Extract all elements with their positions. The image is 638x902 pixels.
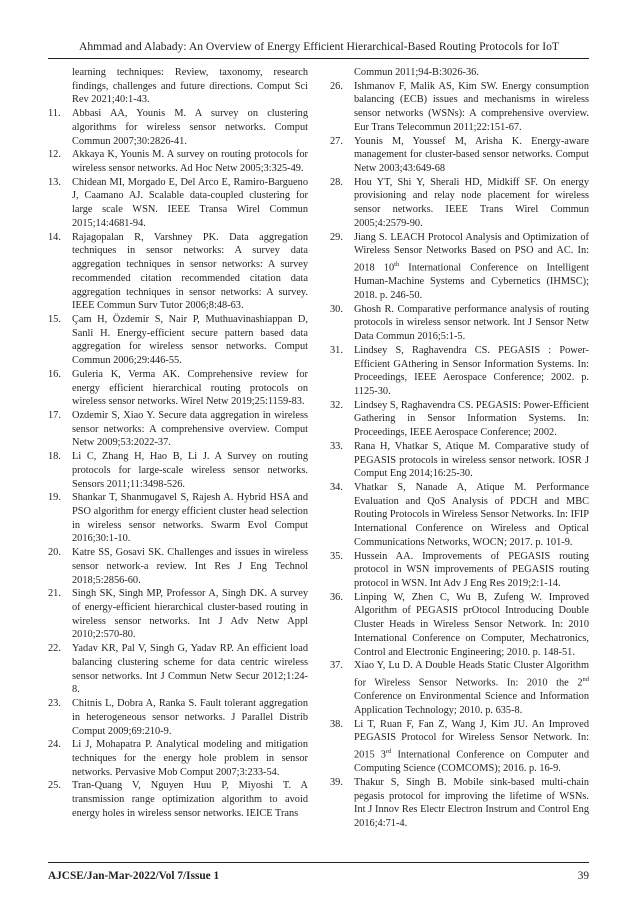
reference-entry: [330, 176, 589, 231]
reference-number: 39.: [330, 776, 343, 788]
reference-number: 26.: [330, 80, 343, 92]
reference-entry: [330, 80, 589, 135]
running-header: Ahmmad and Alabady: An Overview of Energy Efficient Hierarchical-Based Routing Protocols for IoT: [79, 40, 559, 53]
reference-text: Rana H, Vhatkar S, Atique M. Comparative study of PEGASIS protocols in wireless sensor network. IOSR J Comput Eng 2014;16:25-30.: [354, 440, 589, 480]
reference-number: 22.: [48, 643, 61, 655]
reference-entry: [48, 409, 308, 450]
reference-text: Thakur S, Singh B. Mobile sink-based multi-chain pegasis protocol for improving the lifetime of WSNs. Int J Innov Res Electr Electron Instrum and Control Eng 2016;4:71-4.: [354, 776, 589, 830]
reference-number: 24.: [48, 739, 61, 751]
footer-rule: [48, 862, 589, 863]
reference-number: 21.: [48, 588, 61, 600]
reference-number: 33.: [330, 440, 343, 452]
reference-list-left: [48, 107, 308, 820]
reference-list-right: [330, 80, 589, 831]
reference-number: 29.: [330, 231, 343, 243]
reference-entry: [330, 135, 589, 176]
reference-entry: [48, 779, 308, 820]
reference-entry: [48, 491, 308, 546]
reference-number: 23.: [48, 698, 61, 710]
reference-text-part: International Conference on Computer and Computing Science (COMCOMS); 2016. p. 16-9.: [354, 749, 589, 775]
header-rule: [48, 58, 589, 59]
reference-text: Chitnis L, Dobra A, Ranka S. Fault tolerant aggregation in heterogeneous sensor networks. J Parallel Distrib Comput 2009;69:210-9.: [72, 698, 308, 737]
reference-text-part: Li T, Ruan F, Fan Z, Wang J, Kim JU. An Improved PEGASIS Protocol for Wireless Sensor Network. In: 2015 3: [354, 718, 589, 761]
reference-entry: [48, 107, 308, 148]
reference-entry: [48, 587, 308, 642]
reference-text: Yadav KR, Pal V, Singh G, Yadav RP. An efficient load balancing clustering scheme for data centric wireless sensor networks. Int J Commun Netw Secur 2012;1:24-8.: [72, 643, 308, 696]
reference-entry: [48, 697, 308, 738]
reference-number: 38.: [330, 718, 343, 730]
reference-number: 25.: [48, 780, 61, 792]
reference-text: Lindsey S, Raghavendra CS. PEGASIS : Power-Efficient GAthering in Sensor Information Systems. In: Proceedings, IEEE Aerospace Conference; 2002. p. 1125-30.: [354, 344, 589, 397]
reference-text: Li J, Mohapatra P. Analytical modeling and mitigation techniques for the energy hole problem in sensor networks. Pervasive Mob Comput 2007;3:233-54.: [72, 739, 308, 778]
ordinal-superscript: nd: [582, 676, 589, 684]
right-column: [330, 66, 589, 831]
reference-text: Katre SS, Gosavi SK. Challenges and issues in wireless sensor network-a review. Int Res J Eng Technol 2018;5:2856-60.: [72, 547, 308, 586]
reference-text: Singh SK, Singh MP, Professor A, Singh DK. A survey of energy-efficient hierarchical cluster-based routing in wireless sensor networks. Int J Adv Netw Appl 2010;2:570-80.: [72, 588, 308, 641]
reference-number: 18.: [48, 451, 61, 463]
reference-text: Hussein AA. Improvements of PEGASIS routing protocol in WSN improvements of PEGASIS routing protocol in WSN. Int Adv J Eng Res 2019;2:1-14.: [354, 550, 589, 590]
reference-number: 27.: [330, 135, 343, 147]
ordinal-superscript: th: [394, 261, 400, 269]
reference-number: 20.: [48, 547, 61, 559]
reference-text: Ghosh R. Comparative performance analysis of routing protocols in wireless sensor network. Int J Sensor Netw Data Commun 2016;5:1-5.: [354, 303, 589, 343]
reference-text: Chidean MI, Morgado E, Del Arco E, Ramiro-Bargueno J, Caamano AJ. Scalable data-coupled clustering for large scale WSN. IEEE Transa Wirel Commun 2015;14:4681-94.: [72, 176, 308, 229]
reference-number: 35.: [330, 550, 343, 562]
reference-entry: [330, 591, 589, 660]
reference-entry: [330, 231, 589, 303]
reference-text: [354, 718, 589, 776]
reference-text-part: Jiang S. LEACH Protocol Analysis and Optimization of Wireless Sensor Networks Based on PSO and AC. In: 2018 10: [354, 231, 589, 274]
reference-text: Tran-Quang V, Nguyen Huu P, Miyoshi T. A transmission range optimization algorithm to avoid energy holes in wireless sensor networks. IEICE Trans: [72, 780, 308, 819]
reference-number: 37.: [330, 660, 343, 672]
reference-text: Li C, Zhang H, Hao B, Li J. A Survey on routing protocols for large-scale wireless sensor networks. Sensors 2011;11:3498-526.: [72, 451, 308, 490]
reference-text: Rajagopalan R, Varshney PK. Data aggregation techniques in sensor networks: A survey data aggregation techniques in sensor networks: A survey recommended citation recommended citation data aggregation techniques in sensor networks: A survey. IEEE Commun Surv Tutor 2006;8:48-63.: [72, 231, 308, 312]
reference-entry: [330, 440, 589, 481]
reference-text-part: International Conference on Intelligent Human-Machine Systems and Cybernetics (IHMSC); 2018. p. 246-50.: [354, 262, 589, 301]
reference-entry: [48, 231, 308, 313]
reference-text: Hou YT, Shi Y, Sherali HD, Midkiff SF. On energy provisioning and relay node placement for wireless sensor networks. IEEE Trans Wirel Commun 2005;4:2579-90.: [354, 176, 589, 229]
reference-entry: [330, 550, 589, 591]
reference-entry: [330, 481, 589, 550]
reference-number: 28.: [330, 176, 343, 188]
reference-text: Linping W, Zhen C, Wu B, Zufeng W. Improved Algorithm of PEGASIS prOtocol Introducing Double Cluster Heads in Wireless Sensor Network. In: 2010 International Conference on Computer, Mechatronics, Control and Electronic Engineering; 2010. p. 148-51.: [354, 591, 589, 658]
reference-text: Younis M, Youssef M, Arisha K. Energy-aware management for cluster-based sensor networks. Comput Netw 2003;43:649-68: [354, 135, 589, 175]
reference-text: Lindsey S, Raghavendra CS. PEGASIS: Power-Efficient Gathering in Sensor Information Systems. In: Proceedings, IEEE Aerospace Conference; 2002.: [354, 399, 589, 439]
reference-number: 17.: [48, 409, 61, 421]
reference-entry: [330, 399, 589, 440]
reference-number: 12.: [48, 149, 61, 161]
reference-number: 19.: [48, 492, 61, 504]
reference-text: [354, 231, 589, 303]
reference-entry: [330, 776, 589, 831]
reference-entry: [330, 303, 589, 344]
reference-text: Guleria K, Verma AK. Comprehensive review for energy efficient hierarchical routing protocols on wireless sensor networks. Wirel Netw 2019;25:1159-83.: [72, 368, 308, 408]
reference-entry: [48, 546, 308, 587]
journal-issue: AJCSE/Jan-Mar-2022/Vol 7/Issue 1: [48, 870, 220, 882]
reference-text-part: Conference on Environmental Science and Information Application Technology; 2010. p. 635-8.: [354, 691, 589, 716]
reference-entry: [48, 368, 308, 409]
reference-entry: [330, 659, 589, 717]
reference-entry: [330, 718, 589, 776]
reference-number: 14.: [48, 231, 61, 243]
left-column: [48, 66, 308, 821]
reference-text: Ishmanov F, Malik AS, Kim SW. Energy consumption balancing (ECB) issues and mechanisms in wireless sensor networks (WSNs): A comprehensive overview. Eur Trans Telecommun 2011;22:151-67.: [354, 80, 589, 133]
page-number: 39: [577, 870, 589, 882]
reference-entry: [48, 738, 308, 779]
reference-number: 15.: [48, 313, 61, 325]
reference-number: 31.: [330, 344, 343, 356]
reference-number: 13.: [48, 176, 61, 188]
reference-entry: [48, 313, 308, 368]
reference-entry: [48, 450, 308, 491]
reference-number: 11.: [48, 108, 61, 120]
reference-text: Vhatkar S, Nanade A, Atique M. Performance Evaluation and QoS Analysis of PDCH and MBC Routing Protocols in Wireless Sensor Networks. In: IFIP International Conference on Wireless and Optical Communications Networks, WOCN; 2017. p. 101-9.: [354, 482, 589, 548]
reference-entry: [48, 642, 308, 697]
reference-text: Çam H, Özdemir S, Nair P, Muthuavinashiappan D, Sanli H. Energy-efficient secure pattern based data aggregation for wireless sensor networks. Comput Commun 2006;29:446-55.: [72, 313, 308, 367]
reference-entry: [330, 344, 589, 399]
reference-text: Ozdemir S, Xiao Y. Secure data aggregation in wireless sensor networks: A comprehensive overview. Comput Netw 2009;53:2022-37.: [72, 409, 308, 449]
reference-text: Shankar T, Shanmugavel S, Rajesh A. Hybrid HSA and PSO algorithm for energy efficient cluster head selection in wireless sensor networks. Swarm Evol Comput 2016;30:1-10.: [72, 492, 308, 545]
reference-entry: [48, 148, 308, 175]
reference-number: 16.: [48, 368, 61, 380]
reference-text: Akkaya K, Younis M. A survey on routing protocols for wireless sensor networks. Ad Hoc Netw 2005;3:325-49.: [72, 149, 308, 175]
reference-continuation: learning techniques: Review, taxonomy, research findings, challenges and future directions. Comput Sci Rev 2021;40:1-43.: [72, 67, 308, 106]
reference-number: 32.: [330, 399, 343, 411]
ordinal-superscript: rd: [385, 748, 392, 756]
reference-continuation: Commun 2011;94-B:3026-36.: [354, 67, 479, 78]
reference-number: 34.: [330, 482, 343, 493]
reference-entry: [48, 176, 308, 231]
reference-number: 30.: [330, 303, 343, 315]
reference-number: 36.: [330, 591, 343, 603]
reference-text-part: Xiao Y, Lu D. A Double Heads Static Cluster Algorithm for Wireless Sensor Networks. In: 2010 the 2: [354, 660, 589, 689]
reference-text: Abbasi AA, Younis M. A survey on clustering algorithms for wireless sensor networks. Comput Commun 2007;30:2826-41.: [72, 108, 308, 147]
reference-text: [354, 659, 589, 717]
